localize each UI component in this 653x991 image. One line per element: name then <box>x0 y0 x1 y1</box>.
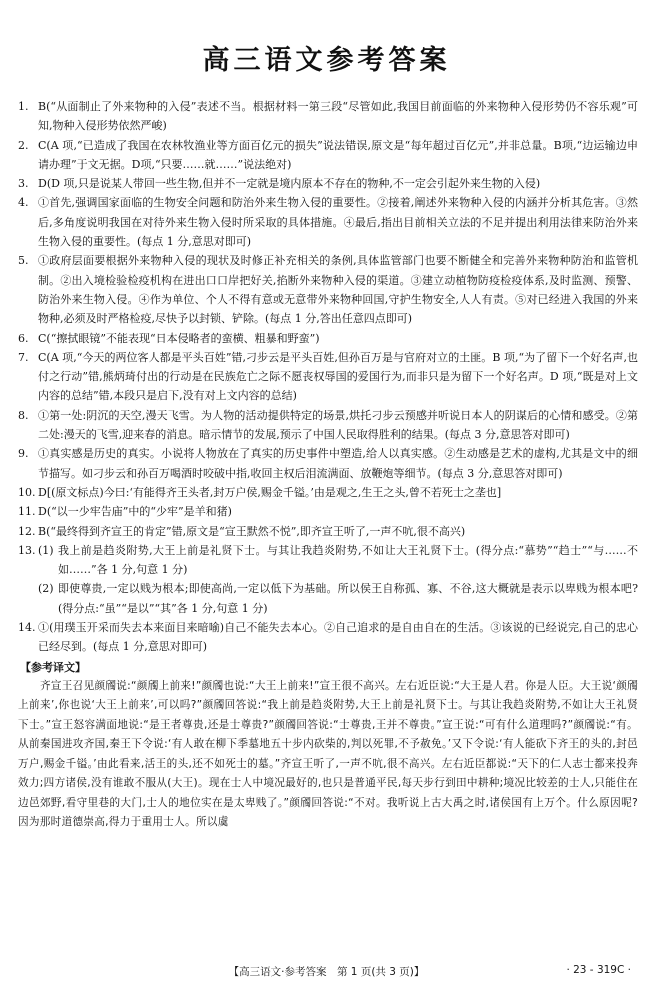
answer-text: ①政府层面要根据外来物种入侵的现状及时修正补充相关的条例,具体监管部门也要不断健全和完善外来物种防治和监管机制。②出入境检验检疫机构在进出口口岸把好关,掐断外来物种入侵的渠道。③建立动植物防疫检疫体系,及时监测、预警、防治外来生物入侵。④作为单位、个人不得有意或无意带外来物种回国,守护生物安全,人人有责。⑤对已经进入我国的外来物种,必须及时严格检疫,尽快予以封锁、铲除。(每点 1 分,答出任意四点即可) <box>38 254 638 326</box>
answer-text: ①真实感是历史的真实。小说将人物放在了真实的历史事件中塑造,给人以真实感。②生动感是艺术的虚构,尤其是文中的细节描写。如刁步云和孙百万喝酒时咬破中指,收回主权后泪流满面、放鞭炮等细节。(每点 3 分,意思答对即可) <box>38 447 638 480</box>
answer-text: D(“以一少牢告庙”中的“少牢”是羊和猪) <box>38 505 232 519</box>
answer-text: D(D 项,只是说某人带回一些生物,但并不一定就是境内原本不存在的物种,不一定会引起外来生物的入侵) <box>38 177 541 191</box>
answer-item <box>18 251 638 328</box>
answer-number: 9. <box>18 447 29 461</box>
answer-subitem <box>38 579 638 618</box>
answer-item <box>18 193 638 251</box>
answer-text: C(“擦拭眼镜”不能表现“日本侵略者的蛮横、粗暴和野蛮”) <box>38 331 320 345</box>
answer-number: 12. <box>18 524 36 538</box>
answer-item <box>18 541 638 618</box>
answer-item <box>18 329 638 348</box>
answer-subnumber: (1) <box>38 543 54 557</box>
answer-item <box>18 174 638 193</box>
footer-page-info: 【高三语文·参考答案 第 1 页(共 3 页)】 <box>228 966 425 978</box>
answer-text: ①首先,强调国家面临的生物安全问题和防治外来生物入侵的重要性。②接着,阐述外来物种入侵的内涵并分析其危害。③然后,多角度说明我国在对待外来生物入侵时所采取的具体措施。④最后,指出目前相关立法的不足并提出利用法律来防治外来生物入侵的重要性。(每点 1 分,意思对即可) <box>38 196 638 249</box>
answer-item <box>18 348 638 406</box>
answer-number: 13. <box>18 543 36 557</box>
answer-number: 11. <box>18 505 36 519</box>
answer-text: ①第一处:阴沉的天空,漫天飞雪。为人物的活动提供特定的场景,烘托刁步云预感并听说日本人的阴谋后的心情和感受。②第二处:漫天的飞雪,迎来春的消息。暗示情节的发展,预示了中国人民取得胜利的结果。(每点 3 分,意思答对即可) <box>38 408 638 442</box>
page-title: 高三语文参考答案 <box>202 45 451 76</box>
answer-item <box>18 618 638 657</box>
answer-number: 10. <box>18 485 36 499</box>
answer-number: 4. <box>18 196 29 210</box>
answer-item <box>18 502 638 521</box>
answer-number: 1. <box>18 100 29 113</box>
answer-item <box>18 522 638 541</box>
answer-text: C(A 项,“已造成了我国在农林牧渔业等方面百亿元的损失”说法错误,原文是“每年超过百亿元”,并非总量。B项,“边运输边申请办理”于文无据。D项,“只要……就……”说法绝对) <box>38 138 638 171</box>
answer-subtext: 我上前是趋炎附势,大王上前是礼贤下士。与其让我趋炎附势,不如让大王礼贤下士。(得分点:“慕势”“趋士”“与……不如……”各 1 分,句意 1 分) <box>58 543 638 577</box>
answer-item <box>18 136 638 175</box>
answer-subitem <box>38 541 638 580</box>
answer-subtext: 即使尊贵,一定以贱为根本;即使高尚,一定以低下为基础。所以侯王自称孤、寡、不谷,这大概就是表示以卑贱为根本吧?(得分点:“虽”“是以”“其”各 1 分,句意 1 分) <box>58 582 638 615</box>
answer-list <box>18 97 638 833</box>
footer-doc-code: · 23 - 319C · <box>566 964 631 976</box>
answer-number: 3. <box>18 177 29 191</box>
translation-text: 齐宣王召见颜斶说:“颜斶上前来!”颜斶也说:“大王上前来!”宣王很不高兴。左右近臣说:“大王是人君。你是人臣。大王说‘颜斶上前来’,你也说‘大王上前来’,可以吗?”颜斶回答说:“我上前是趋炎附势,大王上前是礼贤下士。与其让我趋炎附势,不如让大王礼贤下士。”宣王怒容满面地说:“是王者尊贵,还是士尊贵?”颜斶回答说:“士尊贵,王并不尊贵。”宣王说:“可有什么道理吗?”颜斶说:“有。从前秦国进攻齐国,秦王下令说:‘有人敢在柳下季墓地五十步内砍柴的,判以死罪,不予赦免。’又下令说:‘有人能砍下齐王的头的,封邑万户,赐金千镒。’由此看来,活王的头,还不如死士的墓。”齐宣王听了,一声不吭,很不高兴。左右近臣都说:“天下的仁人志士都来投奔效力;四方诸侯,没有谁敢不服从(大王)。现在士人中境况最好的,也只是普通平民,每天步行到田中耕种;境况比较差的士人,只能住在边邑郊野,看守里巷的大门,士人的地位实在是太卑贱了。”颜斶回答说:“不对。我听说上古大禹之时,诸侯国有上万个。什么原因呢?因为那时道德崇高,得力于重用士人。所以虞 <box>18 679 638 829</box>
answer-number: 2. <box>18 138 29 152</box>
answer-text: B(“最终得到齐宣王的肯定”错,原文是“宣王默然不悦”,即齐宣王听了,一声不吭,很不高兴) <box>38 524 466 538</box>
answer-text: C(A 项,“今天的两位客人都是平头百姓”错,刁步云是平头百姓,但孙百万是与官府对立的土匪。B 项,“为了留下一个好名声,也付之行动”错,熊炳琦付出的行动是在民族危亡之际不愿丧权辱国的爱国行为,而非只是为留下一个好名声。D 项,“既是对上文内容的总结”错,本段只是启下,没有对上文内容的总结) <box>38 350 638 403</box>
answer-number: 7. <box>18 350 29 364</box>
answer-number: 8. <box>18 408 29 422</box>
answer-subnumber: (2) <box>38 582 54 596</box>
answer-number: 5. <box>18 254 29 268</box>
answer-number: 14. <box>18 621 36 635</box>
answer-item <box>18 406 638 445</box>
translation-label: 【参考译文】 <box>20 660 86 674</box>
answer-item <box>18 483 638 502</box>
answer-number: 6. <box>18 331 29 345</box>
answer-item <box>18 97 638 136</box>
answer-text: ①(用璞玉开采而失去本来面目来暗喻)自己不能失去本心。②自己追求的是自由自在的生活。③该说的已经说完,自己的忠心已经尽到。(每点 1 分,意思对即可) <box>38 621 638 654</box>
answer-text: D[(原文标点)今曰:‘有能得齐王头者,封万户侯,赐金千镒。’由是观之,生王之头,曾不若死士之垄也] <box>38 485 502 499</box>
answer-item <box>18 444 638 483</box>
answer-text: B(“从面制止了外来物种的入侵”表述不当。根据材料一第三段“尽管如此,我国目前面临的外来物种入侵形势仍不容乐观”可知,物种入侵形势依然严峻) <box>38 100 638 133</box>
